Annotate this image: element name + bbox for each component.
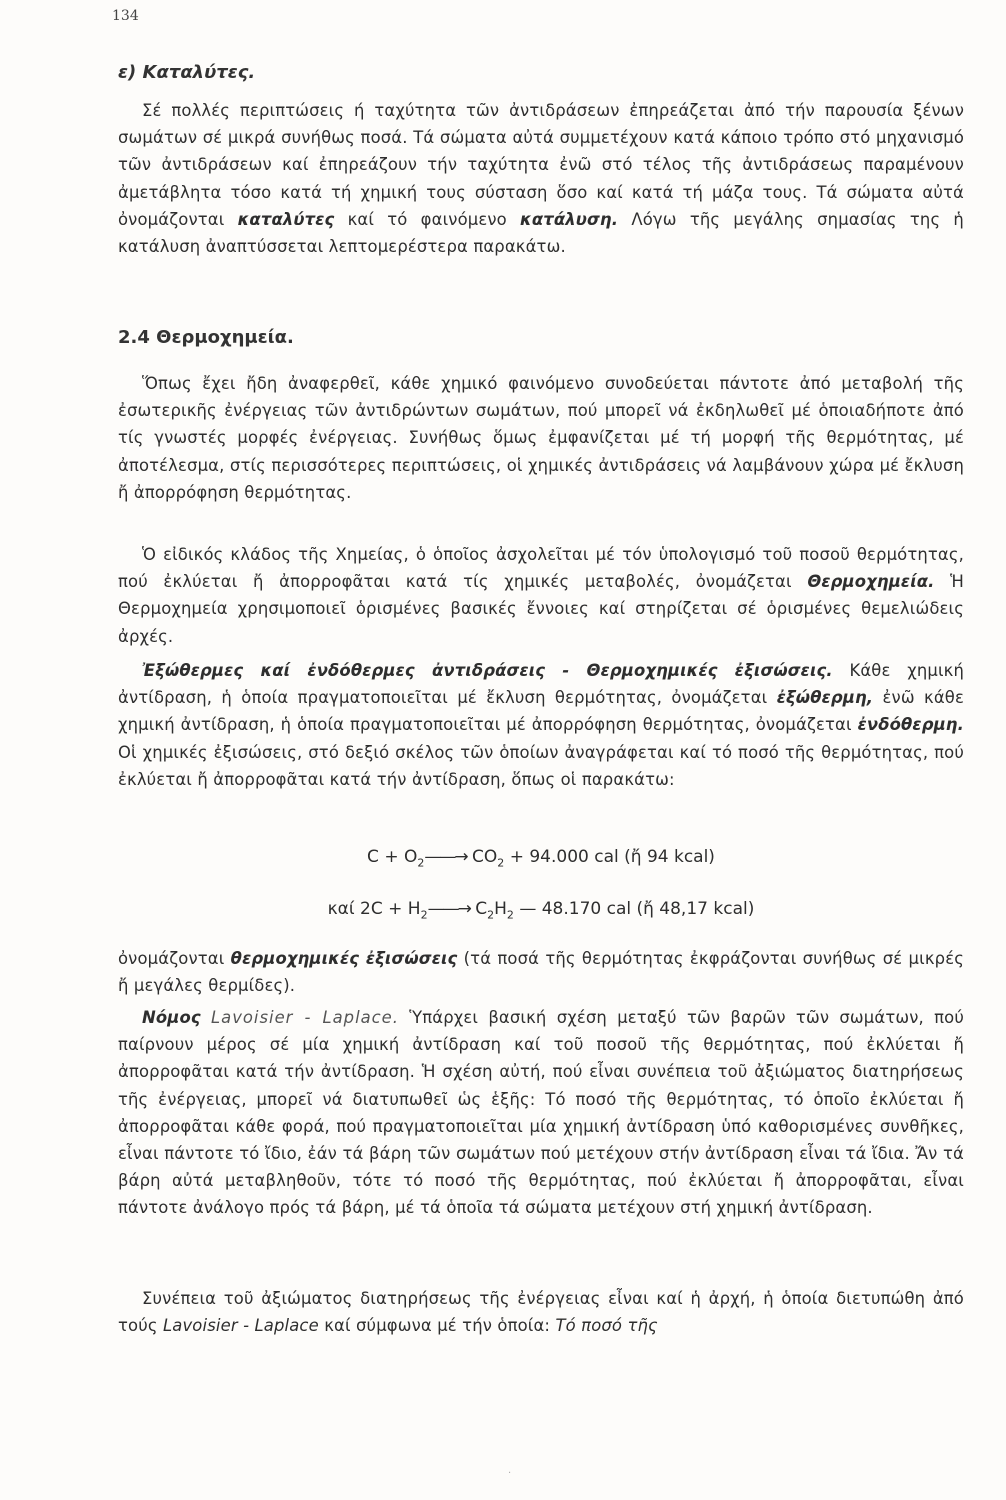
law-name: Lavoisier - Laplace. [211,1008,399,1027]
term-catalysis: κατάλυση. [520,209,619,229]
paragraph-lavoisier-laplace-law [118,1004,964,1222]
eq-term: C [367,847,379,867]
eq-term: καί 2C [327,899,383,919]
reaction-arrow: ——→ [424,847,467,867]
text-run: ὀνομάζονται [118,949,225,968]
equation-c2h2 [118,899,964,921]
eq-term: CO [472,847,498,867]
label-law: Νόμος [142,1008,201,1027]
term-endothermic: ἐνδόθερμη. [857,715,964,735]
term-thermochemistry: Θερμοχημεία. [807,572,935,592]
paragraph-thermochemistry-definition [118,541,964,650]
text-run: καί σύμφωνα μέ τήν ὁποία: [324,1316,551,1336]
eq-value: — 48.170 cal (ἤ 48,17 kcal) [519,899,755,919]
eq-subscript: 2 [506,908,514,922]
text-run: Συνέπεια τοῦ ἀξιώματος διατηρήσεως τῆς ἐνέργειας εἶναι καί ἡ ἀρχή, ἡ ὁποία διετυπώθη ἀπό τούς [118,1289,964,1336]
text-run: Σέ πολλές περιπτώσεις ή ταχύτητα τῶν ἀντιδράσεων ἐπηρεάζεται ἀπό τήν παρουσία ξένων σωμάτων σέ μικρά συνήθως ποσά. Τά σώματα αὐτά συμμετέχουν κατά κάποιο τρόπο στό μηχανισμό τῶν ἀντιδράσεων καί ἐπηρεάζουν τήν ταχύτητα ἐνῶ στό τέλος τῆς ἀντιδράσεως παραμένουν ἀμετάβλητα τόσο κατά τή χημική τους σύσταση ὅσο καί κατά τή μάζα τους. Τά σώματα αὐτά ὀνομάζονται [118,101,964,229]
eq-op: + [384,847,399,867]
term-exothermic: ἐξώθερμη, [776,688,874,708]
reaction-arrow: ——→ [427,899,470,919]
term-catalysts: καταλύτες [237,209,335,229]
paragraph-energy-change: Ὅπως ἔχει ἤδη ἀναφερθεῖ, κάθε χημικό φαινόμενο συνοδεύεται πάντοτε ἀπό μεταβολή τῆς ἐσωτερικῆς ἐνέργειας τῶν ἀντιδρώντων σωμάτων, πού μπορεῖ νά ἐκδηλωθεῖ μέ ὁποιαδήποτε ἀπό τίς γνωστές μορφές ἐνέργειας. Συνήθως ὅμως ἐμφανίζεται μέ τή μορφή τῆς θερμότητας, μέ ἀποτέλεσμα, στίς περισσότερες περιπτώσεις, οἱ χημικές ἀντιδράσεις νά λαμβάνουν χώρα μέ ἔκλυση ἤ ἀπορρόφηση θερμότητας. [118,374,964,502]
eq-term: O [403,847,418,867]
text-run: Ὑπάρχει βασική σχέση μεταξύ τῶν βαρῶν τῶν σωμάτων, πού παίρνουν μέρος σέ μία χημική ἀντίδραση καί τοῦ ποσοῦ τῆς θερμότητας, πού ἐκλύεται ἤ ἀπορροφᾶται κατά τήν ἀντίδραση. Ἡ σχέση αὐτή, πού εἶναι συνέπεια τοῦ ἀξιώματος διατηρήσεως τῆς ἐνέργειας, μπορεῖ νά διατυπωθεῖ ὡς ἑξῆς: Τό ποσό τῆς θερμότητας, τό ὁποῖο ἐκλύεται ἤ ἀπορροφᾶται κάθε φορά, πού πραγματοποιεῖται μία χημική ἀντίδραση ὑπό καθορισμένες συνθῆκες, εἶναι πάντοτε τό ἴδιο, ἐάν τά βάρη τῶν σωμάτων πού μετέχουν στήν ἀντίδραση εἶναι τά ἴδια. Ἄν τά βάρη αὐτά μεταβληθοῦν, τότε τό ποσό τῆς θερμότητας, πού ἐκλύεται ἤ ἀπορροφᾶται, εἶναι πάντοτε ἀνάλογο πρός τά βάρη, μέ τά ὁποῖα τά σώματα μετέχουν στή χημική ἀντίδραση. [118,1008,964,1218]
eq-subscript: 2 [420,908,428,922]
text-run: Κάθε χημική ἀντίδραση, ἡ ὁποία πραγματοποιεῖται μέ ἔκλυση θερμότητας, ὀνομάζεται [118,661,964,708]
paragraph-conservation-principle [118,1285,964,1339]
text-run: καί τό φαινόμενο [347,209,507,229]
eq-term: H [407,899,421,919]
eq-value: + 94.000 cal (ἤ 94 kcal) [509,847,715,867]
names-lavoisier-laplace: Lavoisier - Laplace [162,1316,319,1336]
eq-op: + [388,899,403,919]
text-run: Ὁ εἰδικός κλάδος τῆς Χημείας, ὁ ὁποῖος ἀσχολεῖται μέ τόν ὑπολογισμό τοῦ ποσοῦ θερμότητας, πού ἐκλύεται ἤ ἀπορροφᾶται κατά τίς χημικές μεταβολές, ὀνομάζεται [118,545,964,592]
section-heading-catalysts: ε) Καταλύτες. [118,62,256,83]
page-number: 134 [112,8,139,24]
stray-mark: · [508,1468,512,1479]
eq-subscript: 2 [487,908,495,922]
equation-co2 [118,847,964,869]
text-run: (τά ποσά τῆς θερμότητας ἐκφράζονται συνήθως σέ μικρές ἤ μεγάλες θερμίδες). [118,949,964,996]
text-run: Λόγω τῆς μεγάλης σημασίας της ἡ κατάλυση ἀναπτύσσεται λεπτομερέστερα παρακάτω. [118,209,964,257]
eq-subscript: 2 [497,856,505,870]
eq-term: C [475,899,488,919]
italic-statement-start: Τό ποσό τῆς [555,1316,658,1336]
section-heading-thermochemistry: 2.4 Θερμοχημεία. [118,327,294,348]
text-run: Ἡ Θερμοχημεία χρησιμοποιεῖ ὁρισμένες βασικές ἔννοιες καί στηρίζεται σέ ὁρισμένες θεμελιώδεις ἀρχές. [118,572,964,646]
label-exo-endo: Ἐξώθερμες καί ἐνδόθερμες ἀντιδράσεις - Θερμοχημικές ἐξισώσεις. [142,661,833,680]
text-run: ἐνῶ κάθε χημική ἀντίδραση, ἡ ὁποία πραγματοποιεῖται μέ ἀπορρόφηση θερμότητας, ὀνομάζεται [118,688,964,735]
term-thermochemical-equations: θερμοχημικές ἐξισώσεις [230,949,458,968]
paragraph-thermochemical-equations [118,945,964,999]
eq-term: H [494,899,507,919]
text-run: Οἱ χημικές ἐξισώσεις, στό δεξιό σκέλος τῶν ὁποίων ἀναγράφεται καί τό ποσό τῆς θερμότητας, πού ἐκλύεται ἤ ἀπορροφᾶται κατά τήν ἀντίδραση, ὅπως οἱ παρακάτω: [118,742,964,789]
paragraph-catalysts [118,97,964,260]
paragraph-exo-endo [118,657,964,793]
eq-subscript: 2 [417,856,425,870]
